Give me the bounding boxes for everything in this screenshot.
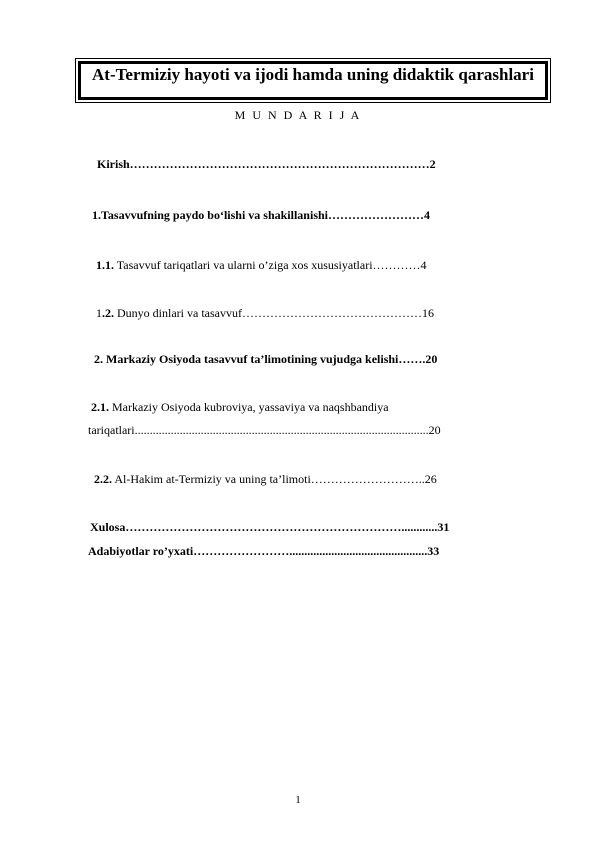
toc-entry-text: Markaziy Osiyoda kubroviya, yassaviya va naqshbandiya: [109, 400, 389, 414]
toc-entry-text: Al-Hakim at-Termiziy va uning ta’limoti………………………..26: [112, 472, 437, 486]
toc-entry-number: 2.1.: [91, 400, 109, 414]
page-number: 1: [295, 794, 301, 806]
toc-entry-chapter-2: 2. Markaziy Osiyoda tasavvuf ta’limotining vujudga kelishi…….20: [94, 352, 438, 366]
toc-entry-text: Tasavvuf tariqatlari va ularni o’ziga xos xususiyatlari…………4: [114, 258, 427, 272]
toc-entry-2-2: [94, 472, 437, 487]
toc-entry-number: .2.: [102, 306, 114, 320]
toc-entry-1-1: [96, 258, 427, 273]
toc-entry-1-2: [96, 306, 434, 321]
toc-entry-adabiyotlar: Adabiyotlar ro’yxati……………………..............................................33: [88, 544, 440, 558]
contents-heading: M U N D A R I J A: [234, 108, 362, 122]
toc-entry-number: 2.2.: [94, 472, 112, 486]
toc-entry-number-prefix: 1: [96, 306, 102, 320]
toc-entry-chapter-1: 1.Tasavvufning paydo bo‘lishi va shakillanishi……………………4: [92, 208, 430, 222]
toc-entry-text: Dunyo dinlari va tasavvuf………………………………………16: [114, 306, 434, 320]
toc-entry-number: 1.1.: [96, 258, 114, 272]
toc-entry-xulosa: Xulosa……………………………………………………………............31: [90, 520, 450, 534]
title-box: [75, 58, 551, 103]
toc-entry-2-1-continued: tariqatlari..................................................................................................20: [88, 423, 441, 437]
toc-entry-2-1: [91, 400, 389, 415]
toc-entry-kirish: Kirish…………………………………………………………………2: [97, 157, 436, 171]
document-title: At-Termiziy hayoti va ijodi hamda uning didaktik qarashlari: [78, 61, 548, 100]
